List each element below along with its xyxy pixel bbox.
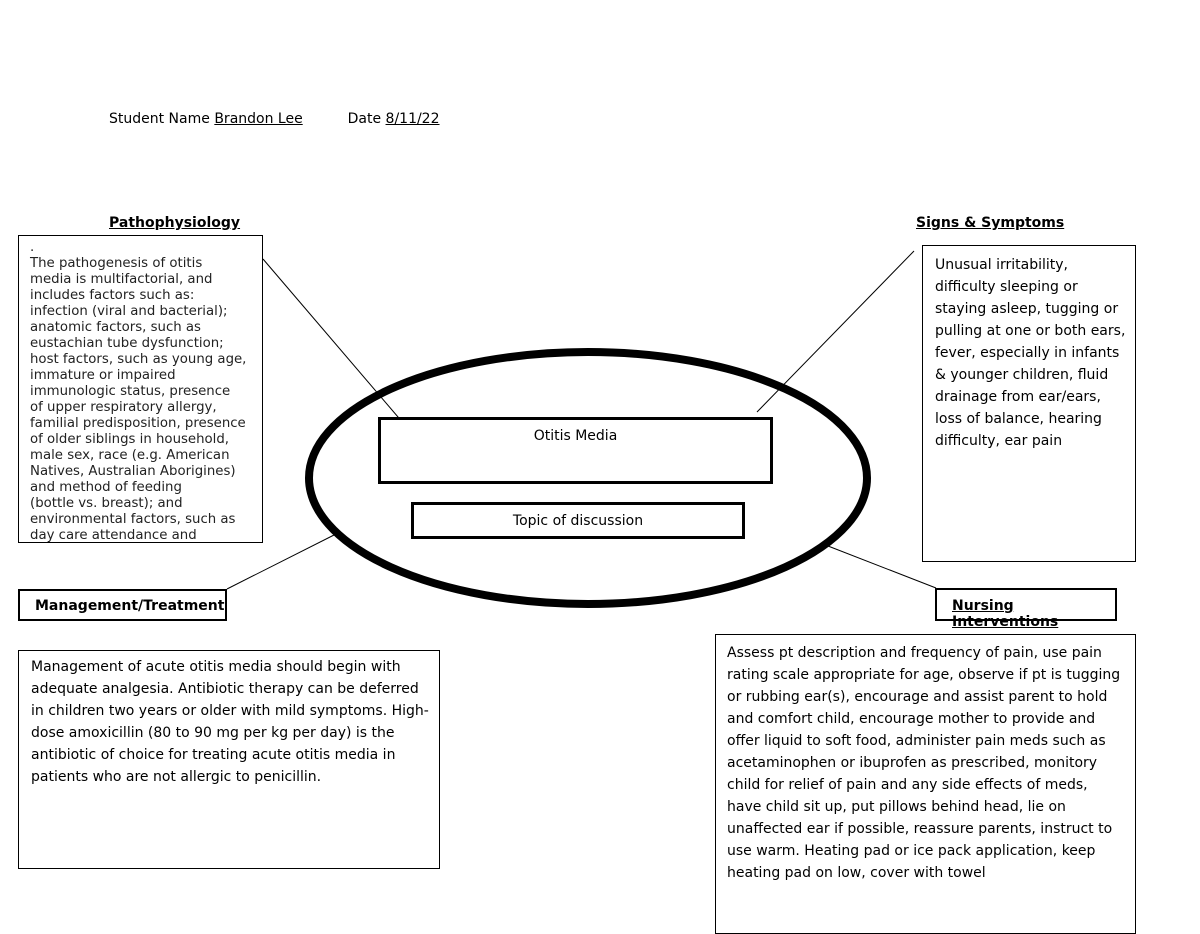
signs-symptoms-heading: Signs & Symptoms xyxy=(916,215,1065,231)
student-name-label: Student Name xyxy=(109,111,210,127)
signs-symptoms-text: Unusual irritability, difficulty sleeping or staying asleep, tugging or pulling at one or both ears, fever, especially in infants & younger children, fluid drainage from ear/ears, loss of balance, hearing difficulty, ear pain xyxy=(935,257,1126,449)
connector-nursing xyxy=(828,546,936,588)
pathophysiology-box xyxy=(18,235,263,543)
pathophysiology-heading: Pathophysiology xyxy=(109,215,241,231)
connector-signs xyxy=(757,251,914,412)
nursing-text: Assess pt description and frequency of pain, use pain rating scale appropriate for age, observe if pt is tugging or rubbing ear(s), encourage and assist parent to hold and comfort child, encourage mother to provide and offer liquid to soft food, administer pain meds such as acetaminophen or ibuprofen as prescribed, monitory child for relief of pain and any side effects of meds, have child sit up, put pillows behind head, lie on unaffected ear if possible, reassure parents, instruct to use warm. Heating pad or ice pack application, keep heating pad on low, cover with towel xyxy=(727,645,1121,881)
topic-title-box xyxy=(378,417,773,484)
student-name-value: Brandon Lee xyxy=(214,111,303,127)
connector-pathophysiology xyxy=(263,259,404,424)
management-heading-box xyxy=(18,589,227,621)
date-value: 8/11/22 xyxy=(385,111,440,127)
management-heading: Management/Treatment xyxy=(35,598,225,614)
management-text: Management of acute otitis media should begin with adequate analgesia. Antibiotic therapy can be deferred in children two years or older with mild symptoms. High-dose amoxicillin (80 to 90 mg per kg per day) is the antibiotic of choice for treating acute otitis media in patients who are not allergic to penicillin. xyxy=(31,659,429,785)
management-box xyxy=(18,650,440,869)
topic-title: Otitis Media xyxy=(533,428,618,444)
nursing-heading-box xyxy=(935,588,1117,630)
topic-label-box xyxy=(411,502,745,539)
topic-label: Topic of discussion xyxy=(512,513,644,529)
pathophysiology-text: . The pathogenesis of otitis media is multifactorial, and includes factors such as: infection (viral and bacterial); anatomic factors, such as eustachian tube dysfunction; host factors, such as young age, immature or impaired immunologic status, presence of upper respiratory allergy, familial predisposition, presence of older siblings in household, male sex, race (e.g. American Natives, Australian Aborigines) and method of feeding (bottle vs. breast); and environmental factors, such as day care attendance and xyxy=(30,240,247,543)
date-label: Date xyxy=(347,111,382,127)
nursing-heading: Nursing Interventions xyxy=(952,598,1059,630)
signs-symptoms-box xyxy=(922,245,1136,562)
nursing-box xyxy=(715,634,1136,934)
